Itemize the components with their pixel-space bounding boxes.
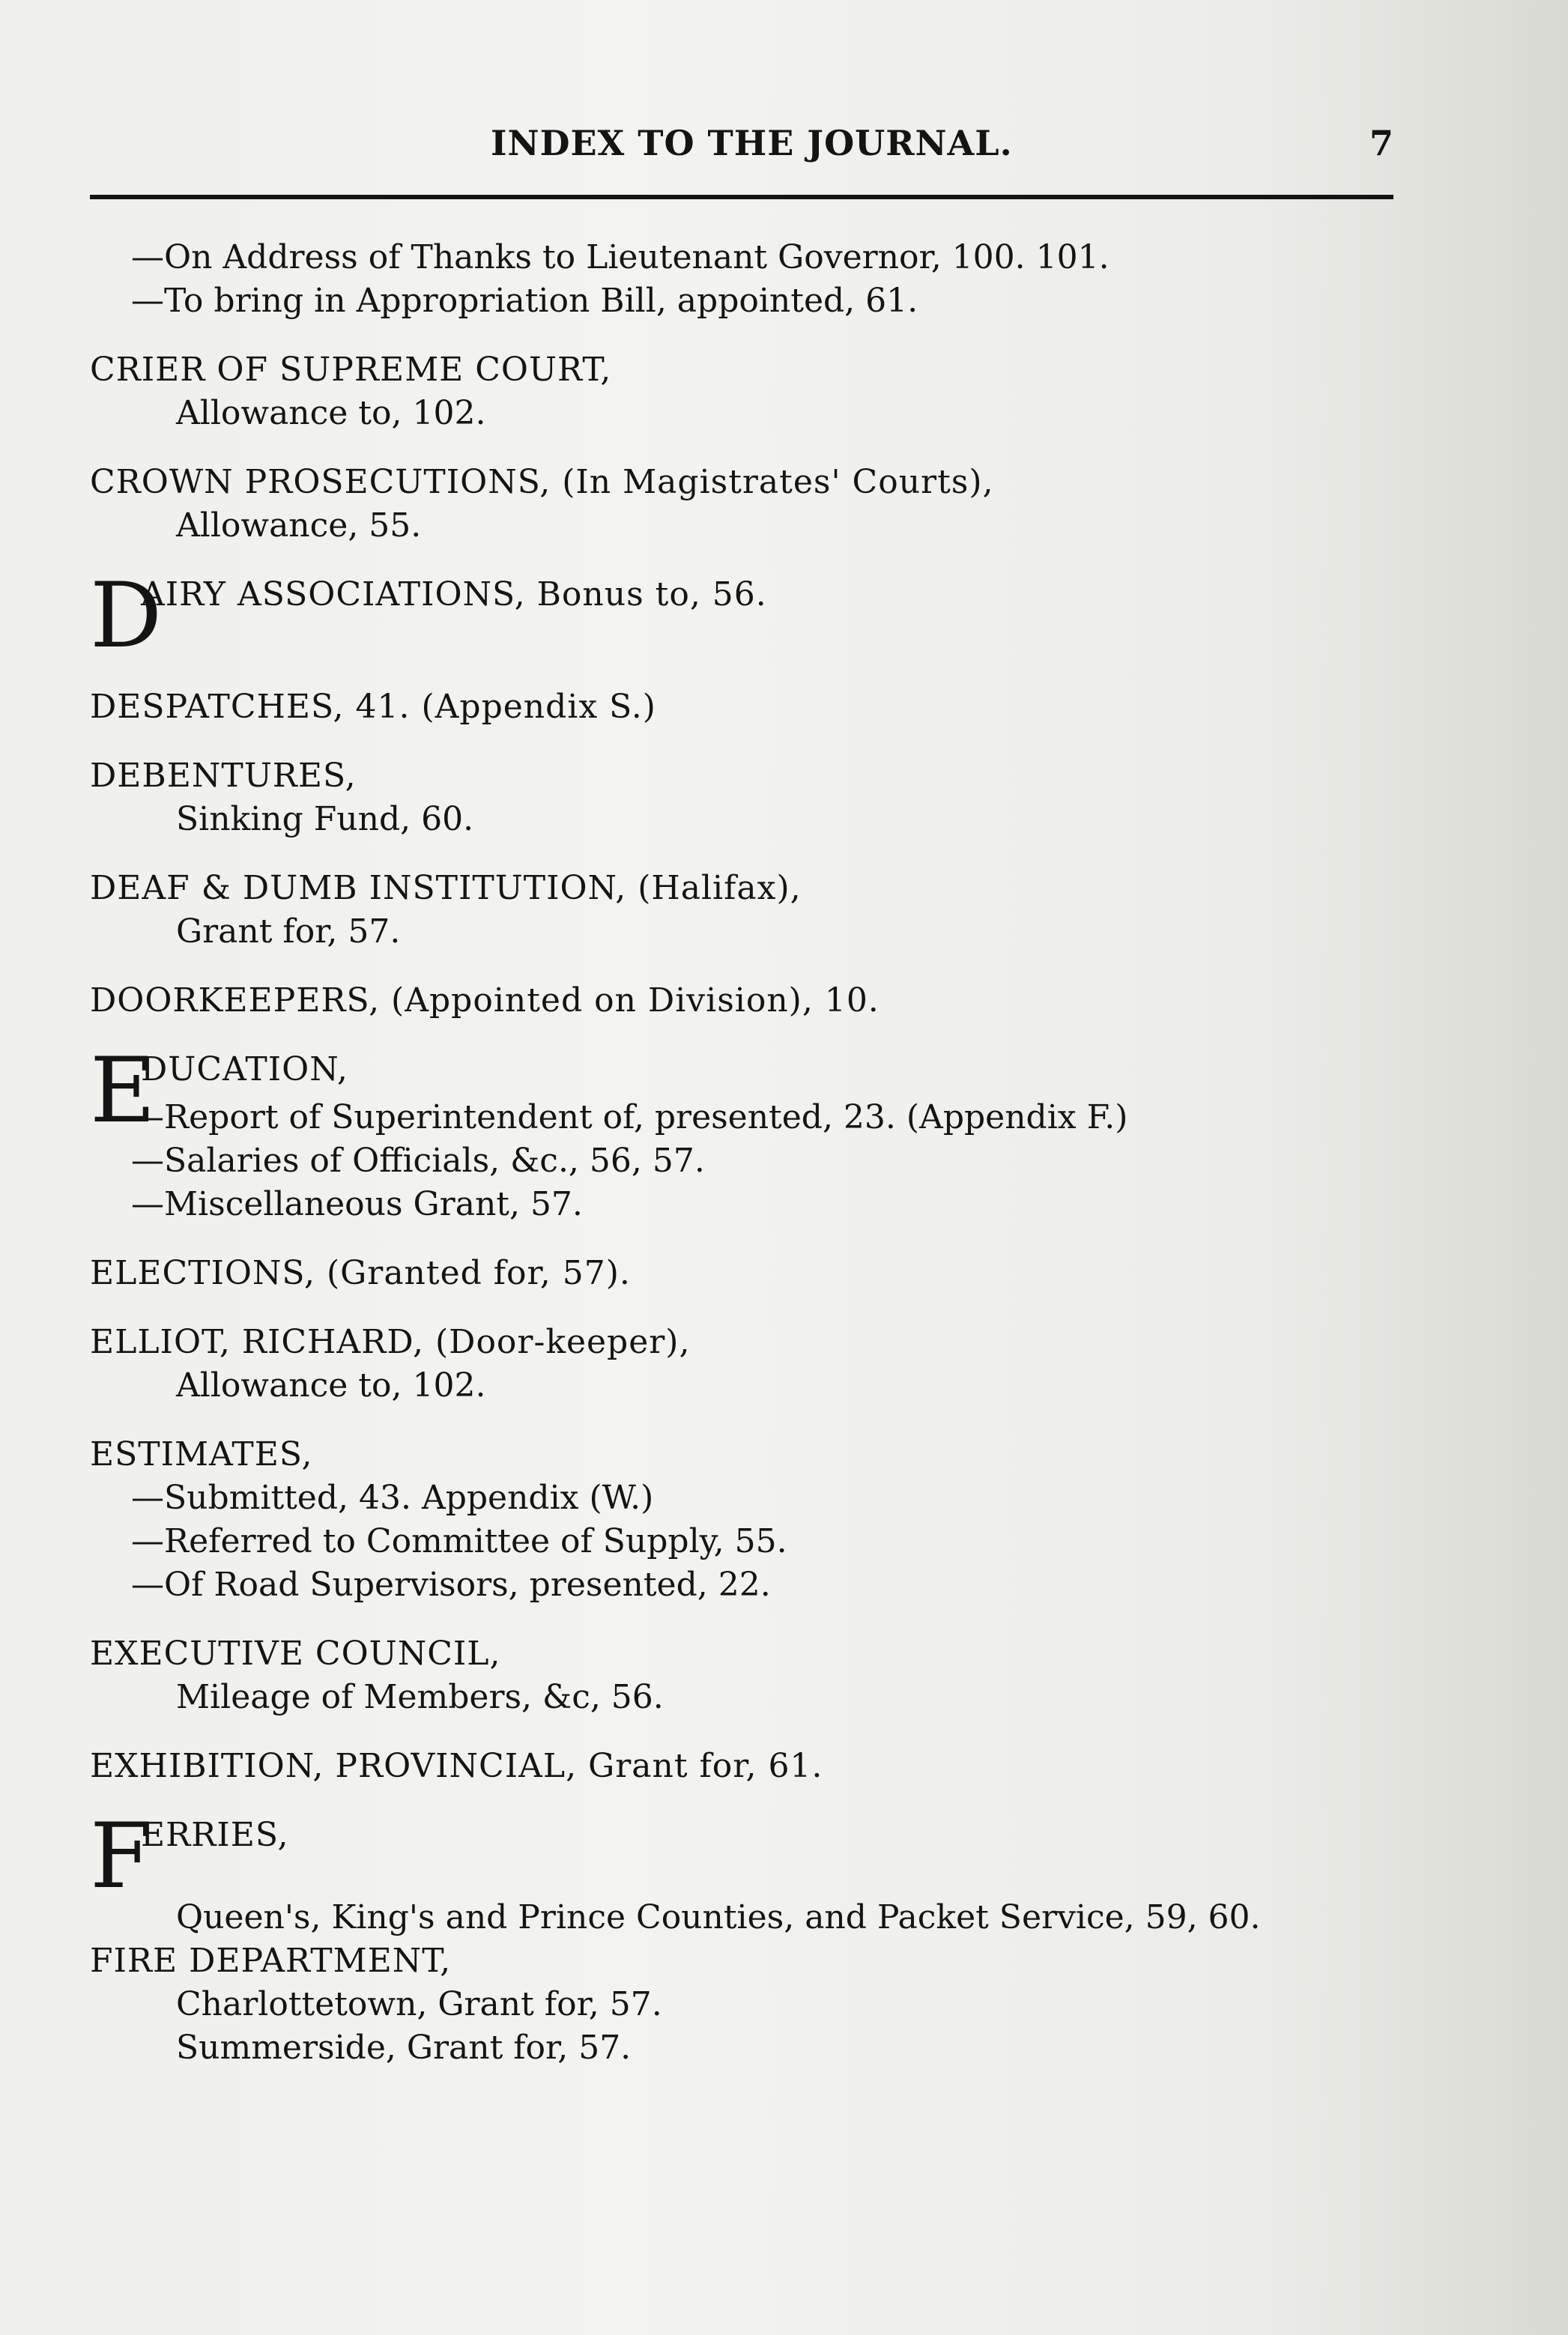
drop-cap-e: E [90, 1039, 156, 1143]
index-subentry: —Referred to Committee of Supply, 55. [131, 1522, 787, 1560]
index-heading-despatches: DESPATCHES, 41. (Appendix S.) [90, 688, 656, 726]
index-heading-debentures: DEBENTURES, [90, 757, 357, 795]
index-heading-exhibition: EXHIBITION, PROVINCIAL, Grant for, 61. [90, 1747, 823, 1785]
index-subentry: —Of Road Supervisors, presented, 22. [131, 1566, 771, 1604]
page-header [90, 112, 1393, 165]
index-heading-crier: CRIER OF SUPREME COURT, [90, 351, 612, 389]
index-subentry: —To bring in Appropriation Bill, appointed, 61. [131, 282, 918, 320]
index-heading-dairy: AIRY ASSOCIATIONS, Bonus to, 56. [141, 575, 767, 614]
index-heading-doorkeepers: DOORKEEPERS, (Appointed on Division), 10. [90, 981, 880, 1020]
page-number: 7 [1369, 123, 1393, 163]
index-heading-elliot: ELLIOT, RICHARD, (Door-keeper), [90, 1323, 691, 1361]
index-heading-executive: EXECUTIVE COUNCIL, [90, 1635, 501, 1673]
index-heading-elections: ELECTIONS, (Granted for, 57). [90, 1254, 631, 1292]
index-heading-education: DUCATION, [141, 1050, 348, 1088]
index-heading-crown: CROWN PROSECUTIONS, (In Magistrates' Courts), [90, 463, 994, 501]
index-subentry: Allowance, 55. [176, 506, 422, 545]
index-subentry: Sinking Fund, 60. [176, 800, 474, 838]
section-e-start [90, 1039, 1408, 1143]
index-subentry: Allowance to, 102. [176, 1366, 486, 1405]
index-subentry: Queen's, King's and Prince Counties, and Packet Service, 59, 60. [176, 1898, 1261, 1936]
index-heading-ferries: ERRIES, [141, 1816, 289, 1854]
section-d-start [90, 564, 1408, 668]
index-heading-estimates: ESTIMATES, [90, 1435, 313, 1474]
drop-cap-f: F [90, 1805, 153, 1909]
index-heading-fire: FIRE DEPARTMENT, [90, 1942, 452, 1980]
index-subentry: Mileage of Members, &c, 56. [176, 1678, 664, 1716]
drop-cap-d: D [90, 564, 163, 668]
index-heading-deaf: DEAF & DUMB INSTITUTION, (Halifax), [90, 869, 802, 907]
index-subentry: —Submitted, 43. Appendix (W.) [131, 1479, 654, 1517]
index-subentry: —Report of Superintendent of, presented, 23. (Appendix F.) [131, 1098, 1128, 1136]
index-subentry: Charlottetown, Grant for, 57. [176, 1985, 662, 2023]
header-title: INDEX TO THE JOURNAL. [491, 123, 1013, 163]
index-subentry: Allowance to, 102. [176, 394, 486, 432]
index-subentry: Summerside, Grant for, 57. [176, 2029, 632, 2067]
index-entries [90, 236, 1408, 2070]
index-subentry: —Miscellaneous Grant, 57. [131, 1185, 583, 1223]
index-subentry: —On Address of Thanks to Lieutenant Governor, 100. 101. [131, 238, 1110, 276]
section-f-start [90, 1805, 1408, 1909]
index-subentry: Grant for, 57. [176, 912, 401, 951]
header-rule [90, 195, 1393, 199]
index-subentry: —Salaries of Officials, &c., 56, 57. [131, 1142, 705, 1180]
